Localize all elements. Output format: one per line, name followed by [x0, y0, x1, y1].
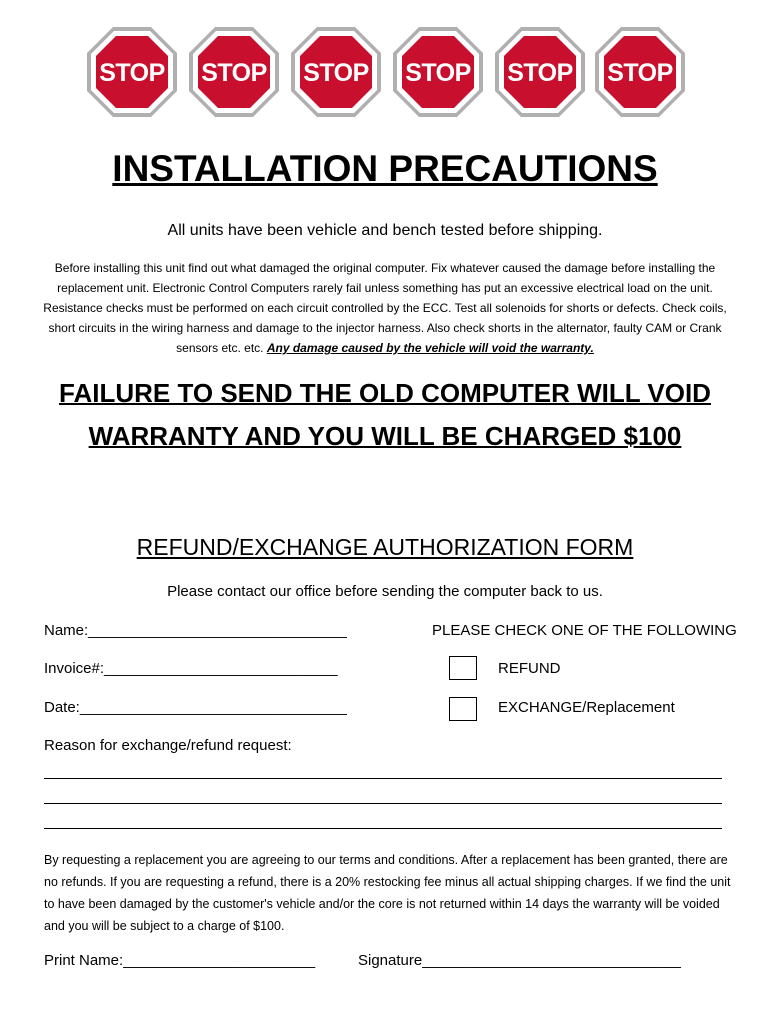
stop-sign-icon	[494, 26, 586, 118]
failure-notice	[0, 372, 770, 458]
invoice-field[interactable]: Invoice#:____________________________	[44, 660, 338, 677]
page-subtitle: All units have been vehicle and bench tested before shipping.	[167, 222, 603, 239]
reason-line[interactable]	[44, 828, 722, 829]
failure-notice-line2: WARRANTY AND YOU WILL BE CHARGED $100	[88, 421, 682, 451]
exchange-label: EXCHANGE/Replacement	[498, 699, 675, 716]
stop-sign-row	[86, 26, 686, 118]
stop-sign-text: STOP	[201, 59, 267, 87]
failure-notice-line1: FAILURE TO SEND THE OLD COMPUTER WILL VOID	[59, 378, 711, 408]
page-title: INSTALLATION PRECAUTIONS	[112, 148, 658, 189]
stop-sign-icon	[188, 26, 280, 118]
form-title: REFUND/EXCHANGE AUTHORIZATION FORM	[136, 534, 634, 560]
reason-label: Reason for exchange/refund request:	[44, 737, 292, 754]
precautions-paragraph	[42, 258, 728, 358]
contact-note: Please contact our office before sending the computer back to us.	[167, 583, 603, 600]
warranty-warning: Any damage caused by the vehicle will void the warranty.	[266, 341, 594, 355]
refund-label: REFUND	[498, 660, 561, 677]
stop-sign-icon	[594, 26, 686, 118]
stop-sign-icon	[392, 26, 484, 118]
check-heading: PLEASE CHECK ONE OF THE FOLLOWING	[432, 622, 737, 639]
stop-sign-text: STOP	[303, 59, 369, 87]
stop-sign-icon	[86, 26, 178, 118]
stop-sign-text: STOP	[405, 59, 471, 87]
terms-paragraph: By requesting a replacement you are agreeing to our terms and conditions. After a replacement has been granted, there are no refunds. If you are requesting a refund, there is a 20% restocking fee minus all actual shipping charges. If we find the unit to have been damaged by the customer's vehicle and/or the core is not returned within 14 days the warranty will be voided and you will be subject to a charge of $100.	[44, 853, 731, 933]
precautions-body: Before installing this unit find out what damaged the original computer. Fix whatever caused the damage before installing the replacement unit. Electronic Control Computers rarely fail unless something has put an excessive electrical load on the unit. Resistance checks must be performed on each circuit controlled by the ECC. Test all solenoids for shorts or defects. Check coils, short circuits in the wiring harness and damage to the injector harness. Also check shorts in the alternator, faulty CAM or Crank sensors etc. etc.	[43, 261, 727, 355]
reason-line[interactable]	[44, 778, 722, 779]
refund-checkbox[interactable]	[449, 656, 477, 680]
stop-sign-text: STOP	[607, 59, 673, 87]
date-field[interactable]: Date:________________________________	[44, 699, 347, 716]
reason-line[interactable]	[44, 803, 722, 804]
signature-field[interactable]: Signature_______________________________	[358, 952, 681, 969]
stop-sign-text: STOP	[99, 59, 165, 87]
name-field[interactable]: Name:_______________________________	[44, 622, 347, 639]
stop-sign-icon	[290, 26, 382, 118]
print-name-field[interactable]: Print Name:_______________________	[44, 952, 316, 969]
stop-sign-text: STOP	[507, 59, 573, 87]
exchange-checkbox[interactable]	[449, 697, 477, 721]
